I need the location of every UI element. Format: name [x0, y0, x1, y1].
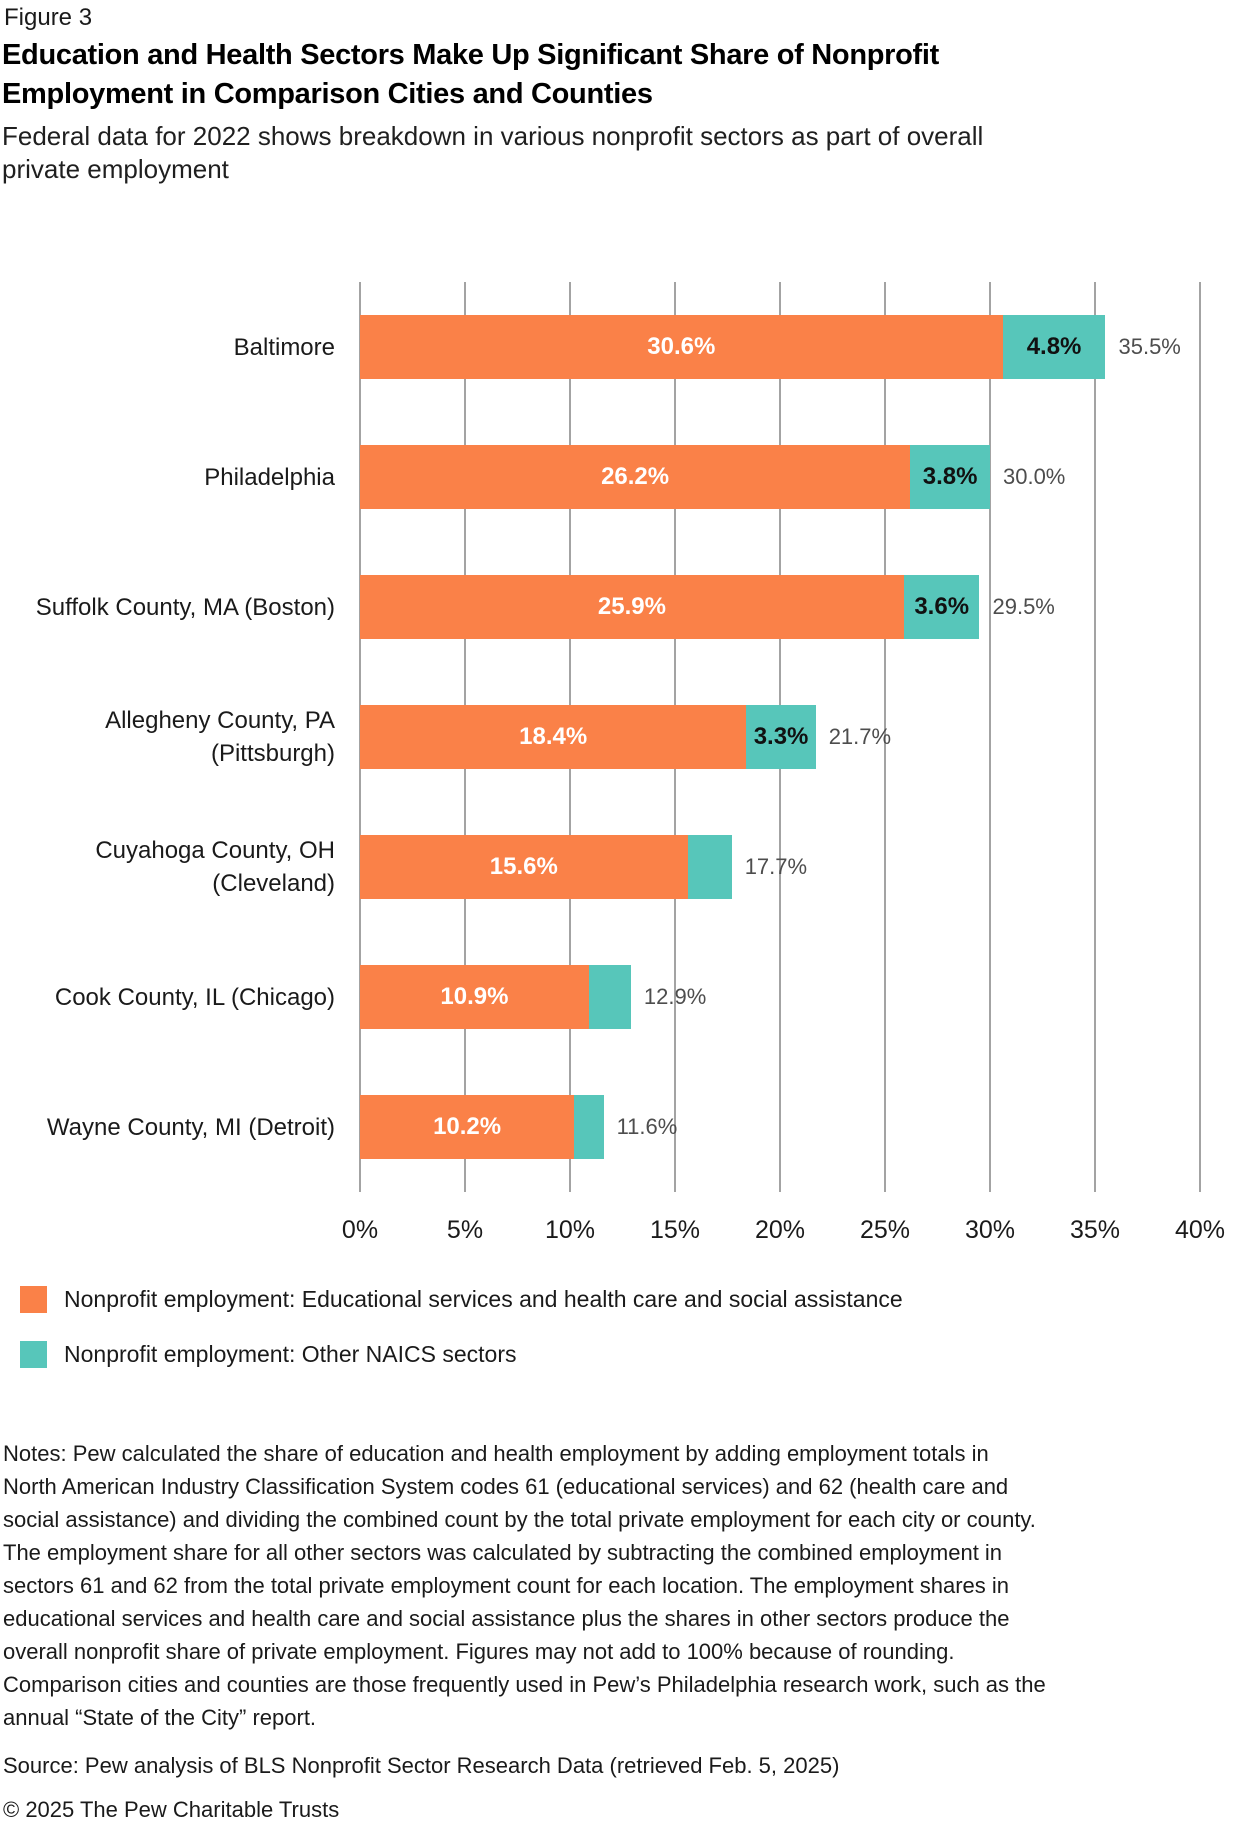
- category-label: Suffolk County, MA (Boston): [35, 593, 335, 621]
- page-title: Education and Health Sectors Make Up Significant Share of Nonprofit Employment in Comparison Cities and Counties: [2, 39, 940, 110]
- bar-segment-other-naics: 3.8%: [910, 445, 990, 509]
- bar-segment-edu-health: 30.6%: [360, 315, 1003, 379]
- bar-segment-edu-health: 26.2%: [360, 445, 910, 509]
- category-label: Wayne County, MI (Detroit): [46, 1113, 335, 1141]
- bar-segment-other-naics: 4.8%: [1003, 315, 1106, 379]
- legend-label: Nonprofit employment: Other NAICS sectors: [64, 1341, 517, 1367]
- bar-segment-other-naics: [589, 965, 631, 1029]
- subtitle: Federal data for 2022 shows breakdown in various nonprofit sectors as part of overall private employment: [2, 121, 984, 184]
- chart-row: [0, 412, 1240, 542]
- bar-total-label: 11.6%: [616, 1114, 678, 1139]
- bar-total-label: 30.0%: [1002, 464, 1066, 489]
- category-label: Cook County, IL (Chicago): [54, 983, 335, 1011]
- legend-label: Nonprofit employment: Educational services and health care and social assistance: [64, 1286, 903, 1312]
- legend-item-other-naics: [20, 1341, 903, 1368]
- stacked-bar: [360, 1095, 677, 1159]
- legend: [20, 1286, 903, 1396]
- stacked-bar: [360, 575, 1055, 639]
- x-axis-tick-label: 25%: [859, 1216, 911, 1244]
- bar-segment-edu-health: 25.9%: [360, 575, 904, 639]
- bar-segment-other-naics: 3.6%: [904, 575, 980, 639]
- x-axis-tick-label: 30%: [964, 1216, 1016, 1244]
- chart-row: [0, 672, 1240, 802]
- category-label: Cuyahoga County, OH (Cleveland): [95, 837, 335, 897]
- x-axis-tick-label: 10%: [544, 1216, 596, 1244]
- x-axis-tick-label: 40%: [1174, 1216, 1226, 1244]
- bar-segment-edu-health: 18.4%: [360, 705, 746, 769]
- notes-text: Notes: Pew calculated the share of education and health employment by adding employment totals in North American Industry Classification System codes 61 (educational services) and 62 (health care and social assistance) and dividing the combined count by the total private employment for each city or county. The employment share for all other sectors was calculated by subtracting the combined employment in sectors 61 and 62 from the total private employment count for each location. The employment shares in educational services and health care and social assistance plus the shares in other sectors produce the overall nonprofit share of private employment. Figures may not add to 100% because of rounding. Comparison cities and counties are those frequently used in Pew’s Philadelphia research work, such as the annual “State of the City” report.: [3, 1441, 1046, 1730]
- legend-swatch-edu-health-icon: [20, 1286, 47, 1313]
- bar-segment-other-naics: 3.3%: [746, 705, 815, 769]
- chart-row: [0, 542, 1240, 672]
- category-label: Baltimore: [233, 333, 335, 361]
- category-label: Philadelphia: [204, 463, 335, 491]
- bar-total-label: 35.5%: [1118, 334, 1181, 359]
- legend-item-edu-health: [20, 1286, 903, 1313]
- chart-row: [0, 282, 1240, 412]
- x-axis-tick-label: 35%: [1069, 1216, 1121, 1244]
- chart-row: [0, 932, 1240, 1062]
- bar-segment-other-naics: [574, 1095, 603, 1159]
- x-axis-tick-label: 0%: [341, 1216, 379, 1244]
- x-axis-tick-label: 20%: [754, 1216, 806, 1244]
- bar-segment-other-naics: [688, 835, 732, 899]
- x-axis-labels: [0, 1216, 1240, 1246]
- chart-row: [0, 802, 1240, 932]
- bar-segment-edu-health: 15.6%: [360, 835, 688, 899]
- x-axis-tick-label: 5%: [446, 1216, 484, 1244]
- chart-row: [0, 1062, 1240, 1192]
- copyright-text: © 2025 The Pew Charitable Trusts: [3, 1797, 340, 1822]
- bar-segment-edu-health: 10.2%: [360, 1095, 574, 1159]
- stacked-bar: [360, 705, 891, 769]
- legend-swatch-other-naics-icon: [20, 1341, 47, 1368]
- source-text: Source: Pew analysis of BLS Nonprofit Sector Research Data (retrieved Feb. 5, 2025): [3, 1753, 840, 1778]
- stacked-bar: [360, 835, 807, 899]
- bar-total-label: 12.9%: [643, 984, 707, 1009]
- stacked-bar: [360, 445, 1065, 509]
- bar-total-label: 17.7%: [744, 854, 808, 879]
- x-axis-tick-label: 15%: [649, 1216, 701, 1244]
- bar-total-label: 21.7%: [828, 724, 892, 749]
- bar-total-label: 29.5%: [992, 594, 1055, 619]
- bar-segment-edu-health: 10.9%: [360, 965, 589, 1029]
- stacked-bar: [360, 965, 706, 1029]
- figure-label: Figure 3: [4, 4, 93, 31]
- category-label: Allegheny County, PA (Pittsburgh): [105, 707, 335, 767]
- stacked-bar: [360, 315, 1181, 379]
